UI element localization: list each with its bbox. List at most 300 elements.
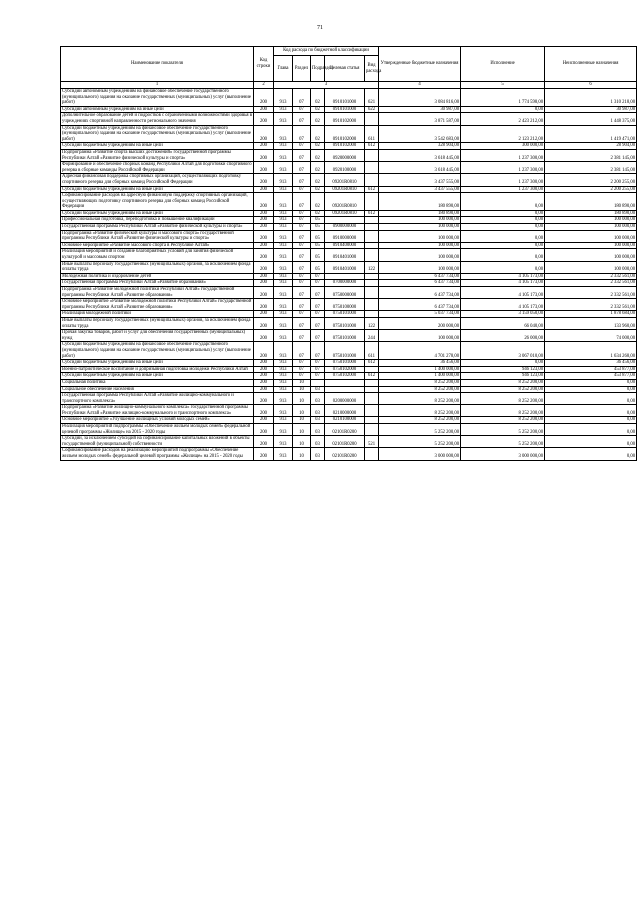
row-section: 07 xyxy=(293,193,311,211)
row-executed: 2 123 212,00 xyxy=(461,125,545,143)
row-executed: 0,00 xyxy=(461,217,545,224)
row-executed: 946 123,00 xyxy=(461,373,545,380)
row-code: 200 xyxy=(254,342,274,360)
row-chapter: 913 xyxy=(274,386,293,393)
header-section: Раздел xyxy=(293,56,311,82)
row-subsection: 07 xyxy=(311,317,325,329)
row-section: 07 xyxy=(293,162,311,174)
row-executed: 0,00 xyxy=(461,249,545,261)
row-chapter: 913 xyxy=(274,448,293,460)
row-subsection: 07 xyxy=(311,287,325,299)
row-subsection: 03 xyxy=(311,393,325,405)
table-row xyxy=(61,273,637,280)
row-expense-type xyxy=(365,230,379,242)
row-expense-type xyxy=(365,311,379,318)
row-name: Государственная программа Республики Алтай «Развитие образования» xyxy=(61,280,254,287)
row-target-item: 02101R0200 xyxy=(325,424,365,436)
table-row xyxy=(61,89,637,107)
row-executed: 1 237 300,00 xyxy=(461,149,545,161)
row-approved: 100 000,00 xyxy=(379,224,461,231)
row-chapter: 913 xyxy=(274,393,293,405)
row-code: 200 xyxy=(254,311,274,318)
table-row xyxy=(61,448,637,460)
row-unexecuted: 0,00 xyxy=(545,436,637,448)
row-section: 07 xyxy=(293,342,311,360)
row-unexecuted: 0,00 xyxy=(545,379,637,386)
row-executed: 946 123,00 xyxy=(461,366,545,373)
row-code: 200 xyxy=(254,249,274,261)
row-target-item: 0910101000 xyxy=(325,89,365,107)
budget-execution-table xyxy=(60,46,637,461)
table-row xyxy=(61,261,637,273)
row-section: 10 xyxy=(293,448,311,460)
row-chapter: 913 xyxy=(274,373,293,380)
row-code: 200 xyxy=(254,242,274,249)
row-expense-type xyxy=(365,249,379,261)
table-row xyxy=(61,342,637,360)
row-approved: 6 437 734,00 xyxy=(379,280,461,287)
row-code: 200 xyxy=(254,299,274,311)
row-approved: 3 437 555,00 xyxy=(379,186,461,193)
row-subsection: 07 xyxy=(311,342,325,360)
table-row xyxy=(61,373,637,380)
row-chapter: 913 xyxy=(274,360,293,367)
row-section: 07 xyxy=(293,242,311,249)
row-chapter: 913 xyxy=(274,249,293,261)
row-approved: 3 871 587,00 xyxy=(379,113,461,125)
row-expense-type xyxy=(365,280,379,287)
row-chapter: 913 xyxy=(274,311,293,318)
row-name: Реализация мероприятий и создание благоприятных условий для занятия физической культурой и массовым спортом xyxy=(61,249,254,261)
row-code: 200 xyxy=(254,405,274,417)
header-unexecuted: Неисполненные назначения xyxy=(545,47,637,82)
row-approved: 3 000 000,00 xyxy=(379,448,461,460)
header-approved: Утвержденные бюджетные назначения xyxy=(379,47,461,82)
row-executed: 0,00 xyxy=(461,261,545,273)
row-target-item: 0750101000 xyxy=(325,360,365,367)
row-unexecuted: 2 200 255,00 xyxy=(545,186,637,193)
row-expense-type xyxy=(365,379,379,386)
row-executed: 1 237 300,00 xyxy=(461,186,545,193)
row-code: 200 xyxy=(254,217,274,224)
row-code: 200 xyxy=(254,143,274,150)
row-subsection: 02 xyxy=(311,193,325,211)
row-approved: 100 000,00 xyxy=(379,330,461,342)
row-chapter: 913 xyxy=(274,125,293,143)
row-executed: 8 252 200,00 xyxy=(461,405,545,417)
row-name: Субсидии бюджетным учреждениям на иные цели xyxy=(61,143,254,150)
table-row xyxy=(61,386,637,393)
row-name: Государственная программа Республики Алтай «Развитие физической культуры и спорта» xyxy=(61,224,254,231)
row-approved: 6 437 734,00 xyxy=(379,287,461,299)
row-executed: 8 252 200,00 xyxy=(461,417,545,424)
row-approved: 30 987,00 xyxy=(379,106,461,113)
table-row xyxy=(61,436,637,448)
row-unexecuted: 2 332 561,00 xyxy=(545,280,637,287)
row-target-item: 0920000000 xyxy=(325,149,365,161)
row-name: Субсидии бюджетным учреждениям на иные цели xyxy=(61,186,254,193)
column-number: 6 xyxy=(545,82,637,89)
row-target-item xyxy=(325,379,365,386)
row-name: Подпрограмма «Развитие физической культуры и массового спорта» государственной программы Республики Алтай «Развитие физической культуры и спорта» xyxy=(61,230,254,242)
row-target-item: 0750000000 xyxy=(325,287,365,299)
row-subsection: 02 xyxy=(311,210,325,217)
row-code: 200 xyxy=(254,448,274,460)
row-executed: 4 105 173,00 xyxy=(461,273,545,280)
row-unexecuted: 1 310 218,00 xyxy=(545,89,637,107)
row-name: Субсидии бюджетным учреждениям на иные цели xyxy=(61,373,254,380)
row-unexecuted: 0,00 xyxy=(545,448,637,460)
row-expense-type xyxy=(365,448,379,460)
row-code: 200 xyxy=(254,273,274,280)
row-subsection: 03 xyxy=(311,424,325,436)
row-approved: 328 904,00 xyxy=(379,143,461,150)
row-expense-type: 611 xyxy=(365,125,379,143)
row-executed: 0,00 xyxy=(461,193,545,211)
table-row xyxy=(61,366,637,373)
row-name: Субсидии бюджетным учреждениям на иные цели xyxy=(61,360,254,367)
row-approved: 3 618 445,00 xyxy=(379,149,461,161)
row-expense-type: 612 xyxy=(365,186,379,193)
row-code: 200 xyxy=(254,436,274,448)
row-executed: 4 105 173,00 xyxy=(461,287,545,299)
row-subsection xyxy=(311,379,325,386)
row-expense-type: 244 xyxy=(365,330,379,342)
row-code: 200 xyxy=(254,113,274,125)
row-expense-type xyxy=(365,217,379,224)
table-row xyxy=(61,299,637,311)
row-code: 200 xyxy=(254,224,274,231)
row-approved: 1 400 000,00 xyxy=(379,373,461,380)
row-executed: 66 040,00 xyxy=(461,317,545,329)
row-section: 07 xyxy=(293,299,311,311)
row-subsection: 07 xyxy=(311,299,325,311)
row-unexecuted: 1 419 471,00 xyxy=(545,125,637,143)
row-unexecuted: 74 000,00 xyxy=(545,330,637,342)
row-section: 07 xyxy=(293,317,311,329)
row-expense-type xyxy=(365,287,379,299)
row-subsection: 07 xyxy=(311,373,325,380)
row-name: Основное мероприятие «Развитие массового спорта в Республике Алтай» xyxy=(61,242,254,249)
row-expense-type xyxy=(365,405,379,417)
row-name: Субсидии бюджетным учреждениям на финансовое обеспечение государственного (муниципального) задания на оказание государственных (муниципальных) услуг (выполнение работ) xyxy=(61,125,254,143)
row-target-item: 0750100000 xyxy=(325,299,365,311)
row-expense-type xyxy=(365,424,379,436)
row-unexecuted: 453 877,00 xyxy=(545,373,637,380)
row-unexecuted: 100 000,00 xyxy=(545,224,637,231)
row-section: 07 xyxy=(293,89,311,107)
row-name: Субсидии автономным учреждениям на иные цели xyxy=(61,106,254,113)
row-code: 200 xyxy=(254,366,274,373)
row-approved: 4 701 278,00 xyxy=(379,342,461,360)
row-subsection: 07 xyxy=(311,360,325,367)
row-unexecuted: 0,00 xyxy=(545,386,637,393)
row-expense-type xyxy=(365,366,379,373)
row-chapter: 913 xyxy=(274,405,293,417)
row-executed: 5 252 200,00 xyxy=(461,424,545,436)
row-name: Дополнительное образование детей и подростков с ограниченными возможностями здоровья в учреждениях спортивной направленности регионального значения xyxy=(62,113,252,124)
row-code: 200 xyxy=(254,317,274,329)
row-approved: 100 000,00 xyxy=(379,242,461,249)
row-section: 07 xyxy=(293,186,311,193)
row-name: Профессиональная подготовка, переподготовка и повышение квалификации xyxy=(61,217,254,224)
row-target-item xyxy=(325,386,365,393)
row-section: 07 xyxy=(293,113,311,125)
row-chapter: 913 xyxy=(274,366,293,373)
row-unexecuted: 1 878 684,00 xyxy=(545,311,637,318)
row-chapter: 913 xyxy=(274,342,293,360)
row-chapter: 913 xyxy=(274,436,293,448)
row-subsection: 05 xyxy=(311,217,325,224)
row-section: 07 xyxy=(293,224,311,231)
row-approved: 36 456,00 xyxy=(379,360,461,367)
row-expense-type xyxy=(365,174,379,186)
row-name: Прочая закупка товаров, работ и услуг для обеспечения государственных (муниципальных) нужд xyxy=(61,330,254,342)
column-number: 2 xyxy=(254,82,274,89)
table-row xyxy=(61,143,637,150)
table-row xyxy=(61,424,637,436)
row-unexecuted: 180 890,00 xyxy=(545,210,637,217)
row-section: 07 xyxy=(293,311,311,318)
row-unexecuted: 453 877,00 xyxy=(545,366,637,373)
row-section: 07 xyxy=(293,143,311,150)
row-section: 10 xyxy=(293,386,311,393)
row-chapter: 913 xyxy=(274,143,293,150)
row-section: 07 xyxy=(293,330,311,342)
row-code: 200 xyxy=(254,230,274,242)
table-row xyxy=(61,186,637,193)
row-target-item: 0200000000 xyxy=(325,393,365,405)
table-row xyxy=(61,417,637,424)
row-section: 10 xyxy=(293,424,311,436)
row-name: Подпрограмма «Развитие жилищно-коммунального комплекса» государственной программы Республики Алтай «Развитие жилищно-коммунального и транспортного комплекса» xyxy=(61,405,254,417)
row-subsection: 03 xyxy=(311,417,325,424)
row-code: 200 xyxy=(254,261,274,273)
header-executed: Исполнение xyxy=(461,47,545,82)
row-chapter: 913 xyxy=(274,287,293,299)
row-code: 200 xyxy=(254,287,274,299)
table-row xyxy=(61,193,637,211)
row-expense-type: 611 xyxy=(365,342,379,360)
row-expense-type xyxy=(365,386,379,393)
row-target-item: 0750101000 xyxy=(325,330,365,342)
header-name: Наименование показателя xyxy=(61,47,254,82)
table-row xyxy=(61,217,637,224)
row-chapter: 913 xyxy=(274,149,293,161)
row-approved: 6 437 734,00 xyxy=(379,299,461,311)
row-section: 10 xyxy=(293,405,311,417)
row-code: 200 xyxy=(254,280,274,287)
row-section: 10 xyxy=(293,379,311,386)
row-subsection: 02 xyxy=(311,143,325,150)
row-chapter: 913 xyxy=(274,106,293,113)
row-code: 200 xyxy=(254,386,274,393)
row-approved: 5 252 200,00 xyxy=(379,424,461,436)
row-expense-type xyxy=(365,113,379,125)
row-section: 07 xyxy=(293,149,311,161)
row-target-item: 0910101000 xyxy=(325,106,365,113)
row-unexecuted: 2 381 145,00 xyxy=(545,162,637,174)
row-code: 200 xyxy=(254,174,274,186)
row-expense-type xyxy=(365,273,379,280)
row-expense-type xyxy=(365,193,379,211)
row-target-item: 02101R0200 xyxy=(325,448,365,460)
table-row xyxy=(61,330,637,342)
row-approved: 3 084 816,00 xyxy=(379,89,461,107)
row-approved: 5 037 734,00 xyxy=(379,311,461,318)
row-approved: 8 252 200,00 xyxy=(379,393,461,405)
row-approved: 1 400 000,00 xyxy=(379,366,461,373)
row-code: 200 xyxy=(254,193,274,211)
table-row xyxy=(61,230,637,242)
row-chapter: 913 xyxy=(274,162,293,174)
row-chapter: 913 xyxy=(274,224,293,231)
row-code: 200 xyxy=(254,330,274,342)
row-unexecuted: 100 000,00 xyxy=(545,230,637,242)
table-row xyxy=(61,125,637,143)
row-subsection: 02 xyxy=(311,186,325,193)
column-number: 4 xyxy=(379,82,461,89)
row-chapter: 913 xyxy=(274,113,293,125)
table-row xyxy=(61,106,637,113)
row-subsection: 07 xyxy=(311,311,325,318)
table-row xyxy=(61,317,637,329)
row-section: 10 xyxy=(293,393,311,405)
row-subsection: 02 xyxy=(311,174,325,186)
row-chapter: 913 xyxy=(274,424,293,436)
row-executed: 8 252 200,00 xyxy=(461,386,545,393)
row-name: Основное мероприятие «Развитие молодежной политики Республики Алтай» государственной программы Республики Алтай «Развитие образования» xyxy=(61,299,254,311)
row-section: 07 xyxy=(293,174,311,186)
row-approved: 8 252 200,00 xyxy=(379,379,461,386)
row-name: Субсидии, за исключением субсидий на софинансирование капитальных вложений в объекты государственной (муниципальной) собственности xyxy=(61,436,254,448)
header-chapter: Глава xyxy=(274,56,293,82)
row-code: 200 xyxy=(254,210,274,217)
table-row xyxy=(61,360,637,367)
table-row xyxy=(61,210,637,217)
row-name: Военно-патриотическое воспитание и допризывная подготовка молодежи Республики Алтай xyxy=(61,366,254,373)
row-expense-type xyxy=(365,162,379,174)
column-number: 5 xyxy=(461,82,545,89)
column-number: 1 xyxy=(61,82,254,89)
row-unexecuted: 133 960,00 xyxy=(545,317,637,329)
row-executed: 3 159 050,00 xyxy=(461,311,545,318)
row-chapter: 913 xyxy=(274,299,293,311)
row-subsection: 05 xyxy=(311,242,325,249)
row-target-item: 0910401000 xyxy=(325,249,365,261)
row-target-item: 0700000000 xyxy=(325,280,365,287)
row-section: 07 xyxy=(293,249,311,261)
row-name: Иные выплаты персоналу государственных (муниципальных) органов, за исключением фонда оплаты труда xyxy=(61,317,254,329)
row-chapter: 913 xyxy=(274,210,293,217)
row-approved: 100 000,00 xyxy=(379,261,461,273)
row-approved: 3 618 445,00 xyxy=(379,162,461,174)
row-target-item: 0910400000 xyxy=(325,242,365,249)
row-chapter: 913 xyxy=(274,174,293,186)
row-chapter: 913 xyxy=(274,317,293,329)
row-executed: 0,00 xyxy=(461,224,545,231)
row-approved: 180 890,00 xyxy=(379,210,461,217)
row-subsection: 02 xyxy=(311,125,325,143)
row-approved: 100 000,00 xyxy=(379,249,461,261)
row-expense-type: 612 xyxy=(365,143,379,150)
row-expense-type xyxy=(365,393,379,405)
table-row xyxy=(61,287,637,299)
row-executed: 0,00 xyxy=(461,230,545,242)
row-unexecuted: 100 000,00 xyxy=(545,242,637,249)
row-subsection: 03 xyxy=(311,386,325,393)
row-section: 07 xyxy=(293,217,311,224)
row-subsection: 05 xyxy=(311,230,325,242)
row-subsection: 03 xyxy=(311,405,325,417)
row-target-item: 0910000000 xyxy=(325,230,365,242)
row-unexecuted: 100 000,00 xyxy=(545,217,637,224)
row-subsection: 02 xyxy=(311,149,325,161)
row-target-item: 0750102000 xyxy=(325,366,365,373)
row-code: 200 xyxy=(254,89,274,107)
row-target-item: 09201R0810 xyxy=(325,193,365,211)
row-name: Подпрограмма «Развитие спорта высших достижений» государственной программы Республики Алтай «Развитие физической культуры и спорта» xyxy=(61,149,254,161)
row-unexecuted: 0,00 xyxy=(545,405,637,417)
row-name: Основное мероприятие «Улучшение жилищных условий молодых семей» xyxy=(61,417,254,424)
table-row xyxy=(61,174,637,186)
row-section: 07 xyxy=(293,287,311,299)
row-name: Реализация молодежной политики xyxy=(61,311,254,318)
row-approved: 3 542 683,00 xyxy=(379,125,461,143)
row-approved: 8 252 200,00 xyxy=(379,417,461,424)
table-row xyxy=(61,149,637,161)
row-executed: 1 774 598,00 xyxy=(461,89,545,107)
row-name: Подпрограмма «Развитие молодежной политики Республики Алтай» государственной программы Республики Алтай «Развитие образования» xyxy=(61,287,254,299)
row-name: Софинансирование расходов на реализацию мероприятий подпрограммы «Обеспечение жильем молодых семей» федеральной целевой программы «Жилище» на 2015 - 2020 годы xyxy=(61,448,254,460)
table-row xyxy=(61,249,637,261)
row-name: Молодежная политика и оздоровление детей xyxy=(61,273,254,280)
row-unexecuted: 1 634 268,00 xyxy=(545,342,637,360)
row-approved: 6 437 734,00 xyxy=(379,273,461,280)
row-subsection: 05 xyxy=(311,249,325,261)
row-executed: 3 000 000,00 xyxy=(461,448,545,460)
row-approved: 8 252 200,00 xyxy=(379,405,461,417)
row-chapter: 913 xyxy=(274,261,293,273)
row-section: 07 xyxy=(293,125,311,143)
table-row xyxy=(61,242,637,249)
header-budget-classification: Код расхода по бюджетной классификации xyxy=(274,47,379,56)
row-approved: 3 437 555,00 xyxy=(379,174,461,186)
table-row xyxy=(61,393,637,405)
row-executed: 0,00 xyxy=(461,210,545,217)
row-unexecuted: 100 000,00 xyxy=(545,261,637,273)
row-chapter: 913 xyxy=(274,379,293,386)
row-section: 10 xyxy=(293,436,311,448)
row-chapter: 913 xyxy=(274,417,293,424)
row-approved: 100 000,00 xyxy=(379,217,461,224)
row-subsection: 07 xyxy=(311,273,325,280)
row-expense-type xyxy=(365,299,379,311)
row-unexecuted: 2 332 561,00 xyxy=(545,299,637,311)
row-code: 200 xyxy=(254,149,274,161)
row-name: Формирование и обеспечение сборных команд Республики Алтай для подготовки спортивного резерва в сборные команды Российской Федерации xyxy=(62,162,252,173)
row-name: Иные выплаты персоналу государственных (муниципальных) органов, за исключением фонда оплаты труда xyxy=(61,261,254,273)
row-section: 07 xyxy=(293,373,311,380)
row-executed: 26 000,00 xyxy=(461,330,545,342)
row-target-item: 09201R0810 xyxy=(325,186,365,193)
row-unexecuted: 2 381 145,00 xyxy=(545,149,637,161)
row-section: 10 xyxy=(293,417,311,424)
row-target-item: 09201R0810 xyxy=(325,210,365,217)
row-chapter: 913 xyxy=(274,193,293,211)
row-target-item: 02101R0200 xyxy=(325,436,365,448)
row-executed: 8 252 200,00 xyxy=(461,379,545,386)
